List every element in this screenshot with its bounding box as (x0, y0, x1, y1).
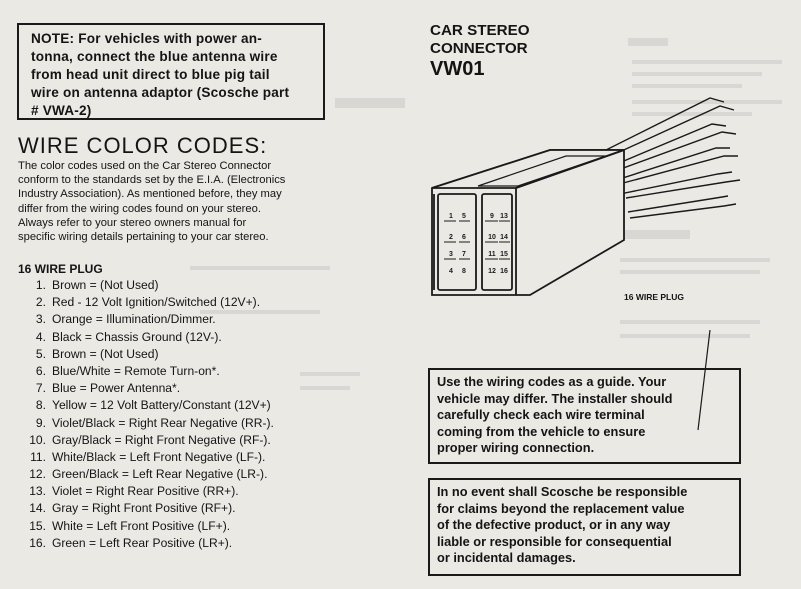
intro-line: specific wiring details pertaining to your car stereo. (18, 231, 269, 244)
wire-number: 10. (29, 432, 46, 447)
wire-description: Black = Chassis Ground (12V-). (52, 329, 222, 344)
connector-code: VW01 (430, 58, 485, 80)
wire-description: White = Left Front Positive (LF+). (52, 518, 231, 533)
liability-line: In no event shall Scosche be responsible (437, 484, 688, 499)
wire-number: 4. (35, 329, 46, 344)
wiring-guide-box (428, 368, 741, 464)
diagram-plug-label: 16 WIRE PLUG (624, 292, 684, 302)
wire-item (16, 311, 274, 328)
pin-label: 4 (449, 268, 453, 275)
wire-number: 2. (35, 295, 46, 310)
wire-description: Gray = Right Front Positive (RF+). (52, 501, 236, 516)
wire-item (16, 449, 274, 466)
wire-item (16, 380, 274, 397)
wire-item (16, 500, 274, 517)
liability-line: or incidental damages. (437, 550, 576, 565)
wire-description: Green/Black = Left Rear Negative (LR-). (52, 467, 268, 482)
pin-label: 16 (500, 268, 508, 275)
pin-label: 3 (449, 251, 453, 258)
wire-number: 11. (30, 449, 46, 464)
wire-item (16, 277, 274, 294)
wire-number: 15. (29, 518, 46, 533)
wire-list (16, 277, 274, 552)
wire-number: 13. (29, 484, 46, 499)
note-line: wire on antenna adaptor (Scosche part (31, 85, 290, 100)
wire-item (16, 466, 274, 483)
pin-label: 7 (462, 251, 466, 258)
wire-color-codes-heading: WIRE COLOR CODES: (18, 133, 268, 158)
wire-description: Green = Left Rear Positive (LR+). (52, 535, 233, 550)
wire-codes-intro (18, 159, 336, 244)
wire-number: 7. (35, 381, 46, 396)
wire-number: 5. (35, 346, 46, 361)
guide-line: coming from the vehicle to ensure (437, 423, 646, 439)
intro-line: The color codes used on the Car Stereo Connector (18, 160, 272, 172)
pin-label: 12 (488, 268, 496, 275)
note-line: NOTE: For vehicles with power an- (31, 31, 262, 46)
guide-line: vehicle may differ. The installer should (437, 390, 673, 406)
intro-line: conform to the standards set by the E.I.A. (Electronics (18, 174, 286, 187)
wire-description: Blue/White = Remote Turn-on*. (52, 363, 220, 378)
note-line: tonna, connect the blue antenna wire (31, 49, 278, 64)
wire-description: White/Black = Left Front Negative (LF-). (52, 449, 266, 464)
pin-label: 6 (462, 234, 466, 241)
pin-label: 10 (488, 234, 496, 241)
wire-item (16, 294, 274, 311)
intro-line: differ from the wiring codes found on your stereo. (18, 202, 261, 215)
pin-label: 13 (500, 213, 508, 220)
wire-number: 3. (35, 312, 46, 327)
plug-list-title: 16 WIRE PLUG (18, 262, 103, 276)
wire-item (16, 329, 274, 346)
wire-item (16, 363, 274, 380)
pin-label: 2 (449, 234, 453, 241)
connector-title (430, 22, 530, 80)
note-line: # VWA-2) (31, 103, 92, 118)
wire-item (16, 346, 274, 363)
pin-label: 1 (449, 213, 453, 220)
wire-description: Violet = Right Rear Positive (RR+). (52, 484, 239, 499)
note-line: from head unit direct to blue pig tail (31, 67, 270, 82)
intro-line: Industry Association). As mentioned before, they may (18, 188, 282, 201)
connector-diagram (420, 90, 750, 305)
liability-line: for claims beyond the replacement value (437, 500, 685, 516)
intro-line: Always refer to your stereo owners manual for (18, 216, 247, 229)
pin-label: 8 (462, 268, 466, 275)
wire-description: Yellow = 12 Volt Battery/Constant (12V+) (52, 398, 271, 413)
guide-line: proper wiring connection. (437, 440, 595, 455)
guide-line: carefully check each wire terminal (437, 407, 645, 422)
pin-label: 14 (500, 234, 508, 241)
wire-number: 9. (35, 415, 46, 430)
connector-title-line: CONNECTOR (430, 40, 528, 57)
wire-item (16, 397, 274, 414)
wire-number: 14. (29, 501, 46, 516)
wire-number: 8. (35, 398, 46, 413)
liability-box (428, 478, 741, 576)
wire-number: 1. (35, 278, 46, 292)
wire-description: Orange = Illumination/Dimmer. (52, 312, 216, 327)
wire-description: Brown = (Not Used) (52, 346, 159, 361)
wire-item (16, 415, 274, 432)
wire-description: Gray/Black = Right Front Negative (RF-). (52, 432, 271, 447)
liability-line: liable or responsible for consequential (437, 533, 672, 549)
guide-line: Use the wiring codes as a guide. Your (437, 374, 667, 389)
pin-label: 5 (462, 213, 466, 220)
wire-description: Brown = (Not Used) (52, 278, 159, 292)
note-box (17, 23, 325, 120)
wire-description: Blue = Power Antenna*. (52, 381, 181, 396)
pin-label: 15 (500, 251, 508, 258)
wire-item (16, 518, 274, 535)
wire-item (16, 432, 274, 449)
pin-label: 11 (488, 251, 496, 258)
wire-number: 6. (35, 363, 46, 378)
wire-item (16, 483, 274, 500)
wire-description: Violet/Black = Right Rear Negative (RR-). (52, 415, 274, 430)
connector-title-line: CAR STEREO (430, 22, 530, 39)
wire-item (16, 535, 274, 552)
pin-label: 9 (490, 213, 494, 220)
wire-number: 12. (29, 467, 46, 482)
connector-housing (432, 150, 624, 295)
wire-description: Red - 12 Volt Ignition/Switched (12V+). (52, 295, 261, 310)
liability-line: of the defective product, or in any way (437, 517, 671, 532)
wire-number: 16. (29, 535, 46, 550)
